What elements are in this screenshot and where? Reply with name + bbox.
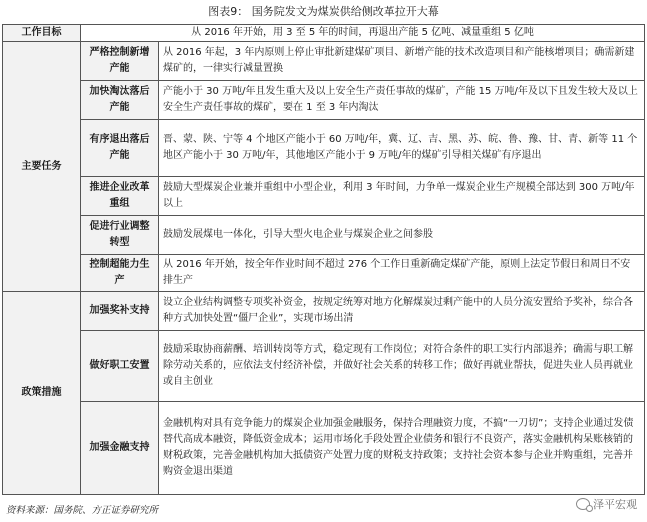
table-row	[3, 255, 645, 292]
table-row	[3, 331, 645, 402]
measure-label: 做好职工安置	[81, 331, 159, 402]
goal-text: 从 2016 年开始，用 3 至 5 年的时间，再退出产能 5 亿吨、减量重组 5 亿吨	[81, 25, 645, 42]
goal-row	[3, 25, 645, 42]
measure-text: 金融机构对具有竞争能力的煤炭企业加强金融服务，保持合理融资力度，不搞“一刀切”；支持企业通过发债替代高成本融资，降低资金成本；运用市场化手段处置企业债务和银行不良资产，落实金融机构呆账核销的财税政策，完善金融机构加大抵债资产处置力度的财税支持政策；支持社会资本参与企业并购重组，完善并购资金退出渠道	[159, 402, 645, 495]
task-label: 控制超能力生产	[81, 255, 159, 292]
table-row	[3, 42, 645, 81]
policy-table	[2, 24, 645, 495]
task-label: 有序退出落后产能	[81, 120, 159, 177]
task-text: 鼓励大型煤炭企业兼并重组中小型企业，利用 3 年时间，力争单一煤炭企业生产规模全部达到 300 万吨/年以上	[159, 177, 645, 216]
task-text: 产能小于 30 万吨/年且发生重大及以上安全生产责任事故的煤矿，产能 15 万吨/年及以下且发生较大及以上安全生产责任事故的煤矿，要在 1 至 3 年内淘汰	[159, 81, 645, 120]
table-row	[3, 402, 645, 495]
task-text: 从 2016 年开始，按全年作业时间不超过 276 个工作日重新确定煤矿产能，原则上法定节假日和周日不安排生产	[159, 255, 645, 292]
task-text: 晋、蒙、陕、宁等 4 个地区产能小于 60 万吨/年，冀、辽、吉、黑、苏、皖、鲁、豫、甘、青、新等 11 个地区产能小于 30 万吨/年，其他地区产能小于 9 万吨/年的煤矿引导相关煤矿有序退出	[159, 120, 645, 177]
figure-title: 图表9： 国务院发文为煤炭供给侧改革拉开大幕	[208, 5, 439, 18]
goal-label: 工作目标	[3, 25, 81, 42]
task-label: 严格控制新增产能	[81, 42, 159, 81]
measures-label: 政策措施	[3, 292, 81, 495]
table-row	[3, 81, 645, 120]
table-row	[3, 177, 645, 216]
task-label: 加快淘汰落后产能	[81, 81, 159, 120]
task-label: 促进行业调整转型	[81, 216, 159, 255]
source-note: 资料来源：国务院、方正证券研究所	[6, 505, 159, 516]
measure-text: 设立企业结构调整专项奖补资金，按规定统筹对地方化解煤炭过剩产能中的人员分流安置给予奖补，综合各种方式加快处置“僵尸企业”，实现市场出清	[159, 292, 645, 331]
measure-text: 鼓励采取协商薪酬、培训转岗等方式，稳定现有工作岗位；对符合条件的职工实行内部退养；确需与职工解除劳动关系的，应依法支付经济补偿，并做好社会关系的转移工作；做好再就业帮扶，促进失业人员再就业或自主创业	[159, 331, 645, 402]
measure-label: 加强奖补支持	[81, 292, 159, 331]
task-text: 鼓励发展煤电一体化，引导大型火电企业与煤炭企业之间参股	[159, 216, 645, 255]
task-label: 推进企业改革重组	[81, 177, 159, 216]
watermark	[576, 496, 637, 512]
watermark-text: 泽平宏观	[593, 498, 637, 511]
task-text: 从 2016 年起，3 年内原则上停止审批新建煤矿项目、新增产能的技术改造项目和产能核增项目；确需新建煤矿的，一律实行减量置换	[159, 42, 645, 81]
table-row	[3, 292, 645, 331]
wechat-icon	[576, 498, 590, 510]
table-row	[3, 120, 645, 177]
table-row	[3, 216, 645, 255]
measure-label: 加强金融支持	[81, 402, 159, 495]
tasks-label: 主要任务	[3, 42, 81, 292]
